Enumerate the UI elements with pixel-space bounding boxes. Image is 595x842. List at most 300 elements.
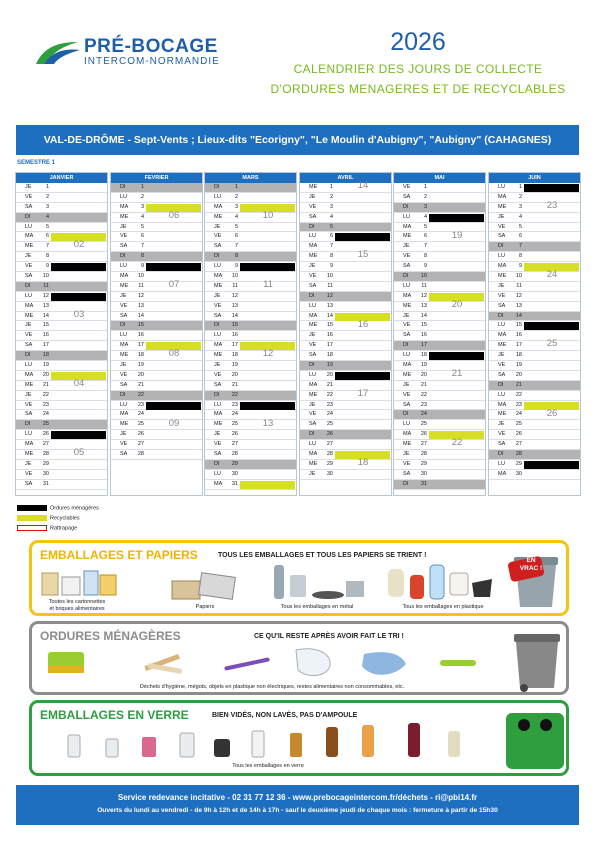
day-name: LU (120, 193, 128, 200)
day-number: 2 (234, 193, 238, 200)
day-number: 4 (329, 213, 333, 220)
day-number: 13 (137, 302, 144, 309)
day-row (16, 272, 107, 282)
day-row (489, 331, 580, 341)
day-name: LU (498, 322, 506, 329)
day-number: 6 (518, 233, 522, 240)
day-number: 23 (326, 401, 333, 408)
collection-ordures-marker (429, 214, 484, 222)
day-row (300, 312, 391, 322)
day-number: 12 (326, 292, 333, 299)
day-number: 21 (515, 381, 522, 388)
day-row (16, 391, 107, 401)
day-name: VE (309, 203, 317, 210)
day-row (489, 391, 580, 401)
day-name: LU (25, 431, 33, 438)
day-row (489, 232, 580, 242)
week-number: 08 (168, 348, 180, 360)
day-name: VE (214, 371, 222, 378)
green-container-icon (504, 709, 566, 771)
ordures-caption: Déchets d'hygiène, mégots, objets en plastique non électriques, restes alimentaires non consommables, etc. (139, 684, 405, 690)
emballages-caption-1: Toutes les cartonnettes (48, 599, 106, 605)
day-row (394, 351, 485, 361)
day-row (16, 450, 107, 460)
day-name: MA (214, 203, 223, 210)
day-number: 16 (326, 332, 333, 339)
day-name: JE (120, 223, 127, 230)
day-row (111, 401, 202, 411)
day-name: SA (25, 342, 33, 349)
week-number: 10 (262, 209, 274, 221)
day-row (16, 460, 107, 470)
day-name: DI (403, 273, 409, 280)
day-name: MA (25, 233, 34, 240)
day-row (300, 272, 391, 282)
day-row (111, 232, 202, 242)
day-row (16, 341, 107, 351)
day-name: JE (214, 223, 221, 230)
day-row (111, 242, 202, 252)
vrac-line-1: EN (526, 557, 536, 564)
collection-ordures-marker (524, 461, 579, 469)
day-number: 8 (234, 253, 238, 260)
day-name: SA (309, 282, 317, 289)
week-number: 22 (451, 437, 463, 449)
day-name: MA (403, 292, 412, 299)
day-number: 28 (515, 451, 522, 458)
day-row (16, 193, 107, 203)
day-row (111, 312, 202, 322)
day-row (16, 302, 107, 312)
day-name: DI (214, 391, 220, 398)
day-row (394, 183, 485, 193)
day-row (16, 361, 107, 371)
day-name: VE (214, 302, 222, 309)
day-name: JE (25, 322, 32, 329)
day-name: SA (214, 381, 222, 388)
day-row (300, 331, 391, 341)
day-name: ME (498, 342, 507, 349)
day-row (16, 282, 107, 292)
day-name: JE (214, 362, 221, 369)
day-name: LU (309, 371, 317, 378)
day-number: 31 (42, 480, 49, 487)
day-name: LU (403, 352, 411, 359)
day-number: 5 (329, 223, 333, 230)
day-row (300, 410, 391, 420)
day-number: 17 (515, 342, 522, 349)
day-name: ME (214, 282, 223, 289)
month-column-juin (488, 172, 581, 496)
day-row (16, 242, 107, 252)
month-column-mars (204, 172, 297, 496)
day-row (16, 401, 107, 411)
week-number: 20 (451, 298, 463, 310)
emballages-caption-3: Tous les emballages en métal (280, 604, 354, 610)
day-name: ME (309, 391, 318, 398)
day-number: 22 (515, 391, 522, 398)
day-number: 9 (329, 263, 333, 270)
day-name: LU (25, 223, 33, 230)
day-name: JE (309, 332, 316, 339)
day-number: 14 (515, 312, 522, 319)
day-row (205, 341, 296, 351)
day-number: 30 (326, 470, 333, 477)
day-name: DI (309, 223, 315, 230)
day-number: 8 (518, 253, 522, 260)
week-number: 26 (546, 407, 558, 419)
day-row (489, 213, 580, 223)
day-number: 20 (137, 371, 144, 378)
day-row (205, 331, 296, 341)
day-row (111, 282, 202, 292)
day-name: JE (309, 263, 316, 270)
day-number: 5 (140, 223, 144, 230)
day-name: LU (214, 263, 222, 270)
day-number: 26 (326, 431, 333, 438)
month-column-janvier (15, 172, 108, 496)
day-number: 15 (231, 322, 238, 329)
day-row (394, 450, 485, 460)
day-row (205, 371, 296, 381)
day-name: LU (498, 391, 506, 398)
day-row (300, 252, 391, 262)
day-number: 29 (515, 460, 522, 467)
day-number: 23 (42, 401, 49, 408)
day-name: VE (309, 342, 317, 349)
day-row (489, 252, 580, 262)
collection-ordures-marker (335, 372, 390, 380)
day-row (300, 391, 391, 401)
day-row (394, 223, 485, 233)
day-row (16, 312, 107, 322)
month-header: AVRIL (300, 173, 391, 183)
day-number: 4 (423, 213, 427, 220)
day-row (394, 440, 485, 450)
day-name: ME (120, 213, 129, 220)
day-row (300, 183, 391, 193)
day-name: ME (309, 184, 318, 190)
day-number: 10 (231, 273, 238, 280)
logo-icon (34, 38, 82, 68)
day-name: ME (25, 243, 34, 250)
day-number: 17 (137, 342, 144, 349)
day-name: ME (498, 203, 507, 210)
day-name: SA (120, 312, 128, 319)
day-number: 27 (42, 441, 49, 448)
day-row (394, 321, 485, 331)
day-number: 26 (137, 431, 144, 438)
day-number: 21 (42, 381, 49, 388)
day-name: SA (498, 441, 506, 448)
day-row (394, 470, 485, 480)
day-number: 1 (234, 184, 238, 190)
day-row (205, 223, 296, 233)
day-row (394, 410, 485, 420)
day-number: 16 (420, 332, 427, 339)
day-number: 25 (515, 421, 522, 428)
day-number: 25 (420, 421, 427, 428)
emballages-title: EMBALLAGES ET PAPIERS (40, 548, 198, 562)
day-number: 12 (420, 292, 427, 299)
day-name: MA (214, 273, 223, 280)
day-number: 26 (42, 431, 49, 438)
day-row (489, 302, 580, 312)
day-number: 15 (42, 322, 49, 329)
day-row (111, 381, 202, 391)
day-number: 25 (326, 421, 333, 428)
day-number: 5 (518, 223, 522, 230)
day-name: SA (25, 411, 33, 418)
day-row (205, 183, 296, 193)
day-number: 11 (516, 282, 522, 289)
day-row (394, 460, 485, 470)
day-row (300, 318, 391, 331)
day-number: 19 (231, 362, 238, 369)
day-name: SA (309, 352, 317, 359)
day-name: LU (403, 282, 411, 289)
day-row (394, 282, 485, 292)
legend-om (17, 505, 99, 511)
day-number: 9 (234, 263, 238, 270)
day-name: LU (120, 332, 128, 339)
day-number: 1 (329, 184, 333, 190)
day-name: JE (120, 431, 127, 438)
day-name: ME (309, 322, 318, 329)
day-name: LU (25, 292, 33, 299)
day-number: 15 (137, 322, 144, 329)
day-number: 9 (423, 263, 427, 270)
day-number: 11 (327, 282, 333, 289)
day-row (111, 213, 202, 223)
day-row (394, 401, 485, 411)
day-row (111, 371, 202, 381)
day-name: SA (214, 312, 222, 319)
day-name: SA (403, 470, 411, 477)
day-row (16, 470, 107, 480)
ordures-title: ORDURES MÉNAGÈRES (40, 629, 181, 643)
day-row (300, 223, 391, 233)
day-name: DI (403, 342, 409, 349)
day-name: MA (403, 223, 412, 230)
day-number: 10 (515, 273, 522, 280)
day-number: 11 (421, 282, 427, 289)
day-row (489, 450, 580, 460)
day-row (300, 232, 391, 242)
day-name: LU (498, 184, 506, 190)
day-name: DI (403, 480, 409, 487)
week-number: 21 (451, 368, 463, 380)
day-name: ME (214, 213, 223, 220)
day-row (205, 470, 296, 480)
day-number: 7 (518, 243, 522, 250)
day-number: 29 (420, 460, 427, 467)
emballages-caption-2: Papiers (195, 604, 215, 610)
plastique-icon (384, 559, 494, 603)
day-name: SA (120, 451, 128, 458)
day-row (489, 282, 580, 292)
day-name: VE (120, 371, 128, 378)
day-row (394, 292, 485, 302)
day-name: MA (403, 431, 412, 438)
day-name: LU (120, 401, 128, 408)
day-name: SA (120, 381, 128, 388)
day-name: SA (120, 243, 128, 250)
day-number: 2 (140, 193, 144, 200)
day-row (111, 272, 202, 282)
day-number: 28 (42, 451, 49, 458)
day-number: 17 (420, 342, 427, 349)
day-name: JE (25, 184, 32, 190)
day-row (111, 391, 202, 401)
day-row (489, 460, 580, 470)
day-row (16, 232, 107, 242)
grey-bin-icon (510, 630, 564, 692)
day-number: 27 (231, 441, 238, 448)
day-row (205, 440, 296, 450)
day-number: 28 (231, 451, 238, 458)
day-name: MA (498, 193, 507, 200)
day-name: MA (214, 342, 223, 349)
day-row (205, 213, 296, 223)
week-number: 17 (357, 387, 369, 399)
day-row (205, 417, 296, 430)
day-row (16, 430, 107, 440)
day-name: SA (498, 371, 506, 378)
day-row (205, 203, 296, 213)
day-row (394, 203, 485, 213)
day-number: 23 (420, 401, 427, 408)
day-name: SA (403, 263, 411, 270)
day-number: 26 (420, 431, 427, 438)
day-number: 4 (140, 213, 144, 220)
day-number: 1 (518, 184, 522, 190)
day-name: ME (214, 352, 223, 359)
week-number: 16 (357, 318, 369, 330)
day-name: JE (498, 352, 505, 359)
day-name: MA (498, 263, 507, 270)
day-name: SA (309, 213, 317, 220)
day-number: 10 (420, 273, 427, 280)
day-row (16, 203, 107, 213)
day-row (489, 223, 580, 233)
day-row (16, 183, 107, 193)
day-number: 13 (420, 302, 427, 309)
week-number: 14 (357, 180, 369, 191)
day-name: JE (403, 381, 410, 388)
verre-caption: Tous les emballages en verre (232, 763, 304, 769)
day-row (205, 401, 296, 411)
day-row (394, 302, 485, 312)
day-name: DI (120, 253, 126, 260)
day-row (394, 213, 485, 223)
emballages-subtitle: TOUS LES EMBALLAGES ET TOUS LES PAPIERS SE TRIENT ! (218, 552, 427, 559)
day-name: JE (25, 460, 32, 467)
day-row (394, 229, 485, 242)
day-name: DI (309, 292, 315, 299)
day-number: 18 (231, 352, 238, 359)
day-number: 4 (45, 213, 49, 220)
day-number: 25 (42, 421, 49, 428)
week-number: 09 (168, 417, 180, 429)
day-name: DI (498, 312, 504, 319)
day-row (300, 470, 391, 480)
day-number: 21 (231, 381, 238, 388)
day-name: DI (25, 282, 31, 289)
day-number: 29 (326, 460, 333, 467)
day-number: 28 (326, 451, 333, 458)
day-name: MA (214, 411, 223, 418)
day-name: DI (120, 322, 126, 329)
day-name: SA (214, 243, 222, 250)
day-name: DI (498, 243, 504, 250)
day-number: 24 (137, 411, 144, 418)
day-number: 25 (137, 421, 144, 428)
month-header: MARS (205, 173, 296, 183)
emballages-box (29, 540, 569, 616)
day-row (111, 430, 202, 440)
day-number: 24 (42, 411, 49, 418)
day-name: JE (309, 193, 316, 200)
day-name: ME (25, 312, 34, 319)
ordures-box (29, 621, 569, 695)
day-name: JE (403, 312, 410, 319)
day-row (16, 351, 107, 361)
collection-ordures-marker (51, 263, 106, 271)
commune-band: VAL-DE-DRÔME - Sept-Vents ; Lieux-dits "Ecorigny", "Le Moulin d'Aubigny", "Aubigny" (CAHAGNES) (16, 125, 579, 155)
day-name: JE (498, 282, 505, 289)
day-name: LU (403, 421, 411, 428)
day-number: 15 (326, 322, 333, 329)
day-row (205, 480, 296, 490)
day-row (394, 371, 485, 381)
day-number: 14 (42, 312, 49, 319)
day-number: 29 (42, 460, 49, 467)
day-number: 6 (329, 233, 333, 240)
collection-ordures-marker (335, 233, 390, 241)
day-number: 6 (234, 233, 238, 240)
day-number: 13 (326, 302, 333, 309)
day-name: ME (120, 421, 129, 428)
day-row (489, 361, 580, 371)
day-name: JE (309, 470, 316, 477)
verre-subtitle: BIEN VIDÉS, NON LAVÉS, PAS D'AMPOULE (212, 712, 358, 719)
day-number: 22 (326, 391, 333, 398)
day-number: 9 (140, 263, 144, 270)
day-name: VE (25, 193, 33, 200)
footer-line-2: Ouverts du lundi au vendredi - de 9h à 12h et de 14h à 17h - sauf le deuxième jeudi de chaque mois : fermeture à partir de 15h30 (97, 807, 498, 814)
day-number: 20 (231, 371, 238, 378)
day-row (111, 361, 202, 371)
day-name: JE (214, 431, 221, 438)
day-number: 11 (43, 282, 49, 289)
day-row (205, 252, 296, 262)
day-number: 16 (42, 332, 49, 339)
day-number: 6 (423, 233, 427, 240)
day-row (489, 420, 580, 430)
day-number: 19 (326, 362, 333, 369)
day-number: 13 (515, 302, 522, 309)
day-name: LU (309, 233, 317, 240)
day-number: 3 (423, 203, 427, 210)
day-row (205, 312, 296, 322)
day-number: 24 (326, 411, 333, 418)
collection-ordures-marker (240, 263, 295, 271)
day-row (205, 242, 296, 252)
day-name: VE (309, 273, 317, 280)
day-number: 21 (137, 381, 144, 388)
day-number: 30 (231, 470, 238, 477)
